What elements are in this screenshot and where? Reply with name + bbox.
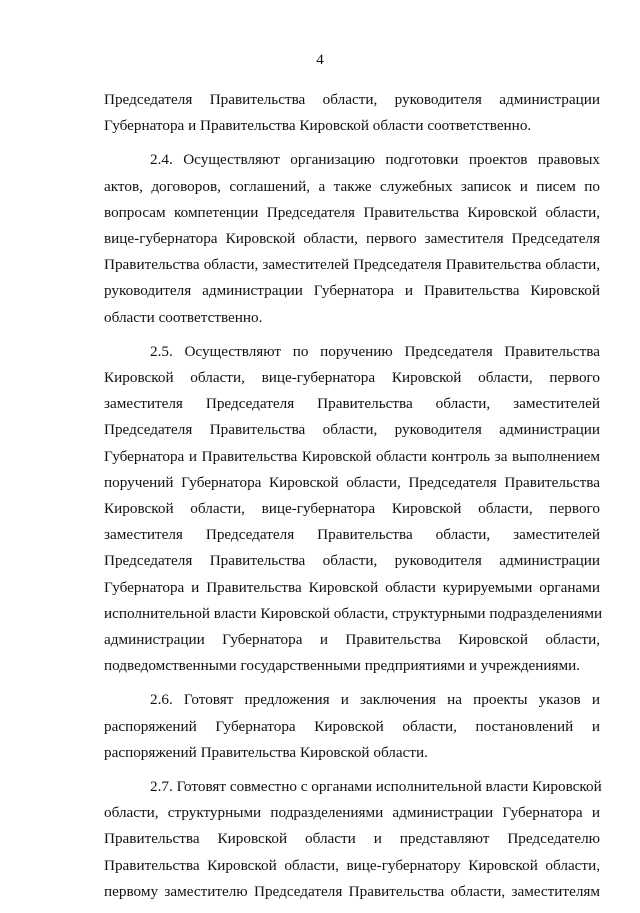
text-line: области соответственно. [104,308,263,326]
text-line: администрации Губернатора и Правительства Кировской области, [104,631,600,649]
text-line: поручений Губернатора Кировской области, Председателя Правительства [104,473,600,491]
text-line: Кировской области, вице-губернатора Кировской области, первого [104,500,600,518]
text-line: руководителя администрации Губернатора и Правительства Кировской [104,282,600,300]
text-line: Правительства Кировской области и представляют Председателю [104,830,600,848]
text-line: Губернатора и Правительства Кировской области курируемыми органами [104,578,600,596]
text-line: заместителя Председателя Правительства области, заместителей [104,395,600,413]
document-body [104,87,603,913]
text-line: Председателя Правительства области, руководителя администрации [104,421,600,439]
paragraph [104,339,603,680]
text-line: Губернатора и Правительства Кировской области соответственно. [104,117,532,135]
text-line: Председателя Правительства области, руководителя администрации [104,552,600,570]
text-line: распоряжений Правительства Кировской области. [104,743,428,761]
page-number: 4 [316,52,324,68]
paragraph [104,687,600,766]
text-line: подведомственными государственными предприятиями и учреждениями. [104,657,581,675]
text-line: области, структурными подразделениями администрации Губернатора и [104,804,600,822]
paragraph [104,774,600,905]
text-line: 2.6. Готовят предложения и заключения на проекты указов и [150,691,600,709]
paragraph [104,87,600,139]
paragraph [104,147,600,330]
text-line: 2.4. Осуществляют организацию подготовки проектов правовых [150,151,600,169]
text-line: распоряжений Губернатора Кировской области, постановлений и [104,717,600,735]
text-line: Кировской области, вице-губернатора Кировской области, первого [104,369,600,387]
text-line: Губернатора и Правительства Кировской области контроль за выполнением [104,447,600,465]
text-line: первому заместителю Председателя Правительства области, заместителям [104,882,600,900]
text-line: Правительства области, заместителей Председателя Правительства области, [104,256,600,274]
text-line: вице-губернатора Кировской области, первого заместителя Председателя [104,230,600,248]
text-line: 2.7. Готовят совместно с органами исполнительной власти Кировской [150,778,602,796]
text-line: исполнительной власти Кировской области, структурными подразделениями [104,604,603,622]
text-line: вопросам компетенции Председателя Правительства Кировской области, [104,203,600,221]
text-line: Правительства Кировской области, вице-губернатору Кировской области, [104,856,600,874]
text-line: 2.5. Осуществляют по поручению Председателя Правительства [150,342,600,360]
text-line: Председателя Правительства области, руководителя администрации [104,91,600,108]
text-line: актов, договоров, соглашений, а также служебных записок и писем по [104,177,600,195]
text-line: заместителя Председателя Правительства области, заместителей [104,526,600,544]
